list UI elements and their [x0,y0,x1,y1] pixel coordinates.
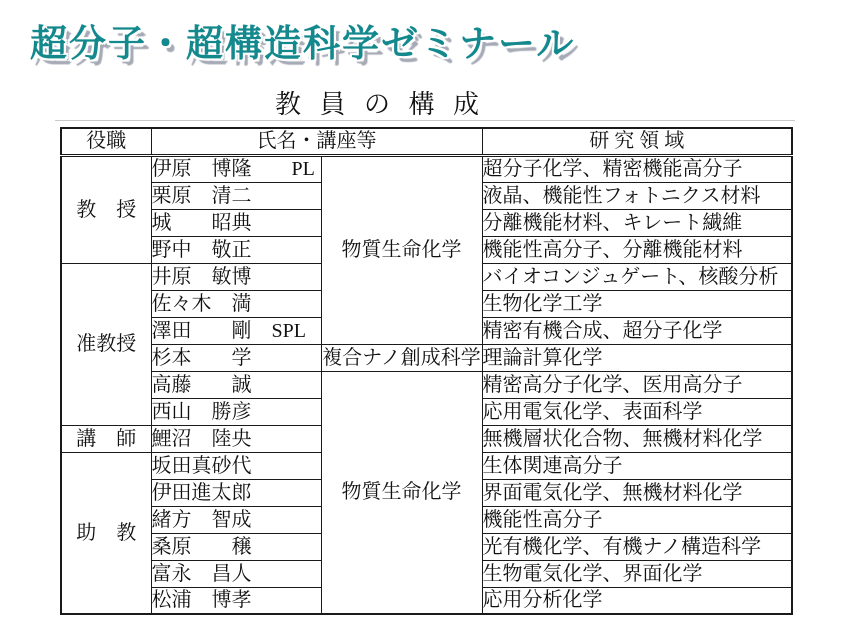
header-research: 研 究 領 域 [482,128,792,155]
table-row [61,344,792,371]
name-cell: 桑原 穣 [151,533,321,560]
page-subtitle: 教 員 の 構 成 [274,90,485,119]
research-cell: 生物化学工学 [482,290,792,317]
research-cell: 精密有機合成、超分子化学 [482,317,792,344]
faculty-table [60,127,793,615]
position-cell-professor: 教 授 [61,155,151,263]
position-cell-assoc-professor: 准教授 [61,263,151,425]
research-cell: 応用分析化学 [482,587,792,614]
research-cell: 機能性高分子 [482,506,792,533]
research-cell: 無機層状化合物、無機材料化学 [482,425,792,452]
research-cell: 分離機能材料、キレート繊維 [482,209,792,236]
name-cell: 伊田進太郎 [151,479,321,506]
research-cell: バイオコンジュゲート、核酸分析 [482,263,792,290]
page-title: 超分子・超構造科学ゼミナール [30,22,576,65]
table-header-row [61,128,792,155]
research-cell: 生物電気化学、界面化学 [482,560,792,587]
course-cell: 物質生命化学 [321,155,482,344]
research-cell: 理論計算化学 [482,344,792,371]
name-cell: 井原 敏博 [151,263,321,290]
position-cell-lecturer: 講 師 [61,425,151,452]
position-cell-assist-professor: 助 教 [61,452,151,614]
research-cell: 応用電気化学、表面科学 [482,398,792,425]
name-cell: 佐々木 満 [151,290,321,317]
course-cell: 物質生命化学 [321,371,482,614]
name-cell: 澤田 剛 SPL [151,317,321,344]
name-cell: 松浦 博孝 [151,587,321,614]
table-row [61,155,792,182]
research-cell: 超分子化学、精密機能高分子 [482,155,792,182]
research-cell: 生体関連高分子 [482,452,792,479]
course-cell: 複合ナノ創成科学 [321,344,482,371]
research-cell: 光有機化学、有機ナノ構造科学 [482,533,792,560]
name-cell: 鯉沼 陸央 [151,425,321,452]
divider-line [55,120,795,121]
header-name-course: 氏名・講座等 [151,128,482,155]
name-cell: 杉本 学 [151,344,321,371]
name-cell: 西山 勝彦 [151,398,321,425]
name-cell: 城 昭典 [151,209,321,236]
name-cell: 坂田真砂代 [151,452,321,479]
research-cell: 液晶、機能性フォトニクス材料 [482,182,792,209]
research-cell: 機能性高分子、分離機能材料 [482,236,792,263]
name-cell: 緒方 智成 [151,506,321,533]
research-cell: 精密高分子化学、医用高分子 [482,371,792,398]
name-cell: 高藤 誠 [151,371,321,398]
table-row [61,371,792,398]
name-cell: 野中 敬正 [151,236,321,263]
name-cell: 伊原 博隆 PL [151,155,321,182]
name-cell: 富永 昌人 [151,560,321,587]
name-cell: 栗原 清二 [151,182,321,209]
header-position: 役職 [61,128,151,155]
research-cell: 界面電気化学、無機材料化学 [482,479,792,506]
